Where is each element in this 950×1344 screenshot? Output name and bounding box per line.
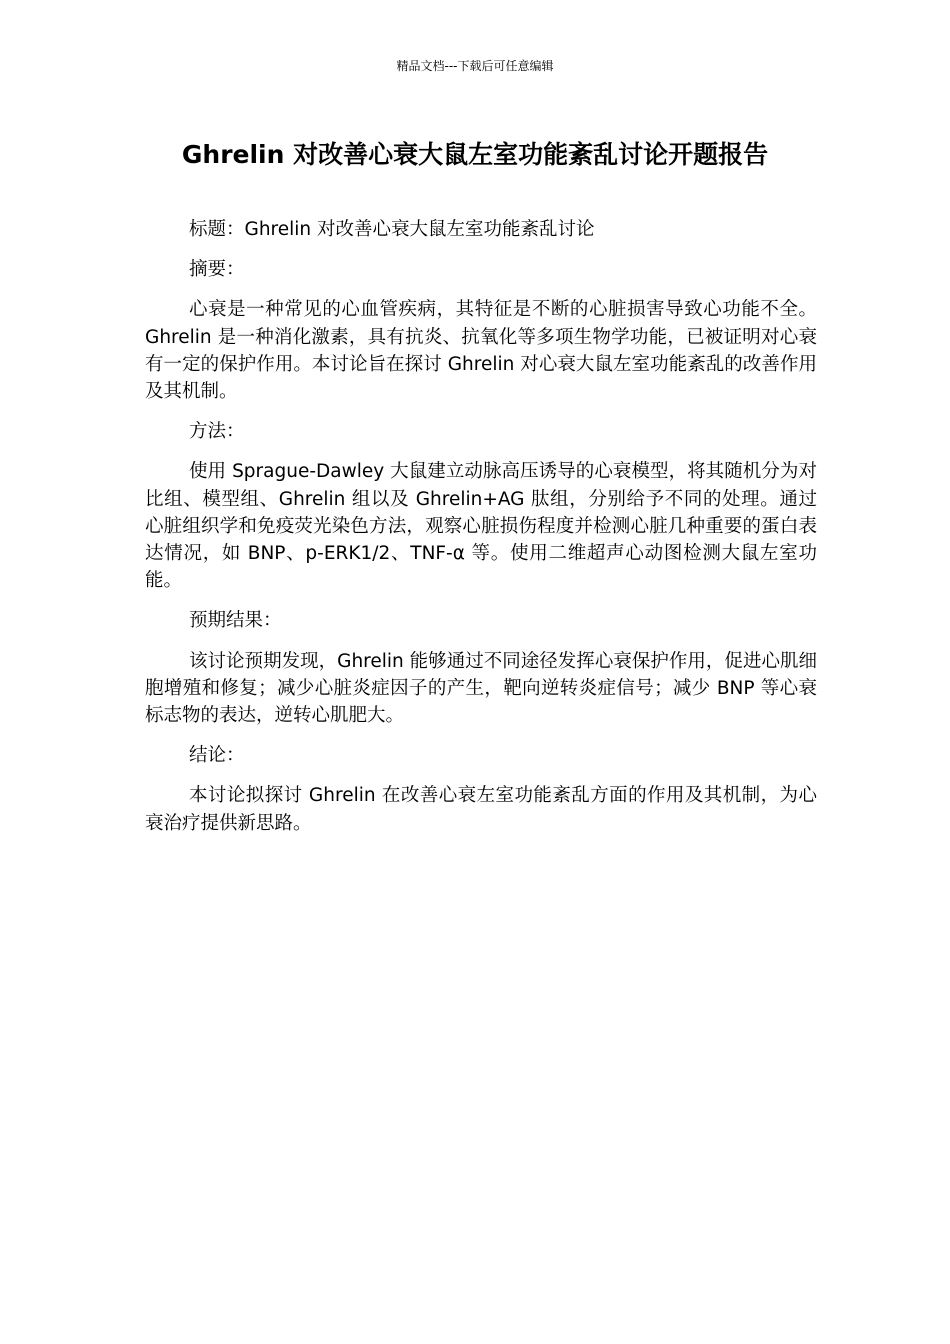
document-body (145, 216, 817, 850)
paragraph-abstract: 心衰是一种常见的心血管疾病，其特征是不断的心脏损害导致心功能不全。Ghrelin 是一种消化激素，具有抗炎、抗氧化等多项生物学功能，已被证明对心衰有一定的保护作用。本讨论旨在探讨 Ghrelin 对心衰大鼠左室功能紊乱的改善作用及其机制。 (145, 299, 817, 403)
heading-methods: 方法： (189, 421, 245, 443)
header-note: 精品文档---下载后可任意编辑 (396, 59, 554, 73)
paragraph-subject: 标题：Ghrelin 对改善心衰大鼠左室功能紊乱讨论 (189, 219, 595, 240)
paragraph-methods: 使用 Sprague-Dawley 大鼠建立动脉高压诱导的心衰模型，将其随机分为对比组、模型组、Ghrelin 组以及 Ghrelin+AG 肽组，分别给予不同的处理。通过心脏组织学和免疫荧光染色方法，观察心脏损伤程度并检测心脏几种重要的蛋白表达情况，如 BNP、p-ERK1/2、TNF-α 等。使用二维超声心动图检测大鼠左室功能。 (145, 461, 817, 592)
paragraph-expected-results: 该讨论预期发现，Ghrelin 能够通过不同途径发挥心衰保护作用，促进心肌细胞增殖和修复；减少心脏炎症因子的产生，靶向逆转炎症信号；减少 BNP 等心衰标志物的表达，逆转心肌肥大。 (145, 650, 817, 727)
document-title: Ghrelin 对改善心衰大鼠左室功能紊乱讨论开题报告 (181, 140, 769, 169)
paragraph-conclusion: 本讨论拟探讨 Ghrelin 在改善心衰左室功能紊乱方面的作用及其机制，为心衰治疗提供新思路。 (145, 785, 817, 834)
heading-abstract: 摘要： (189, 259, 245, 281)
heading-expected-results: 预期结果： (189, 610, 282, 632)
heading-conclusion: 结论： (189, 745, 245, 767)
